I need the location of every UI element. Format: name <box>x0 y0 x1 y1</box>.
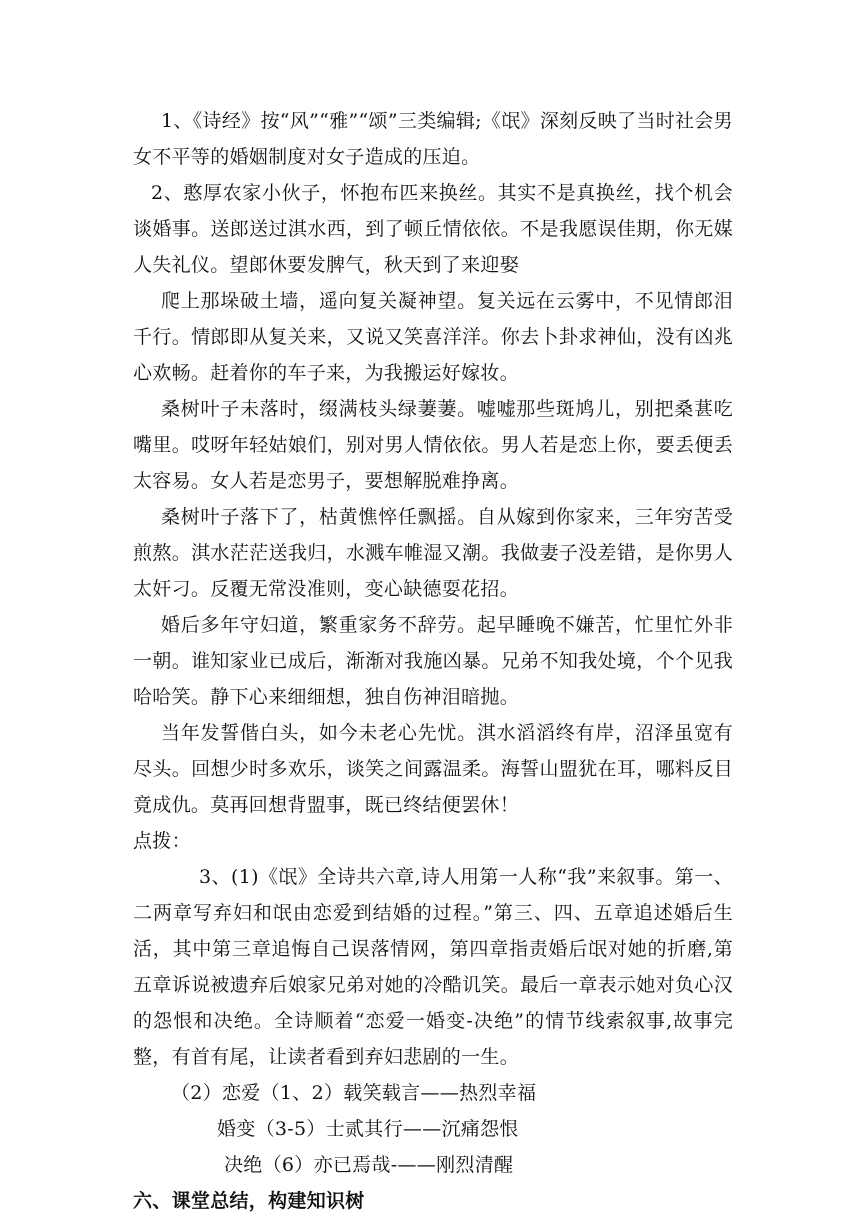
poem-stanza-1: 爬上那垛破土墙，遥向复关凝神望。复关远在云雾中，不见情郎泪千行。情郎即从复关来，又说又笑喜洋洋。你去卜卦求神仙，没有凶兆心欢畅。赶着你的车子来，为我搬运好嫁妆。 <box>133 290 733 384</box>
poem-stanza-3: 桑树叶子落下了，枯黄憔悴任飘摇。自从嫁到你家来，三年穷苦受煎熬。淇水茫茫送我归，水溅车帷湿又潮。我做妻子没差错，是你男人太奸刁。反覆无常没准则，变心缺德耍花招。 <box>133 506 733 600</box>
section-heading: 六、课堂总结，构建知识树 <box>133 1190 365 1212</box>
poem-stanza-5: 当年发誓偕白头，如今未老心先忧。淇水滔滔终有岸，沼泽虽宽有尽头。回想少时多欢乐，谈笑之间露温柔。海誓山盟犹在耳，哪料反目竟成仇。莫再回想背盟事，既已终结便罢休！ <box>133 722 733 816</box>
structure-line-breakup: 决绝（6）亦已焉哉-——刚烈清醒 <box>224 1154 514 1176</box>
structure-line-change: 婚变（3-5）士贰其行——沉痛怨恨 <box>217 1118 519 1140</box>
poem-stanza-4: 婚后多年守妇道，繁重家务不辞劳。起早睡晚不嫌苦，忙里忙外非一朝。谁知家业已成后，渐渐对我施凶暴。兄弟不知我处境，个个见我哈哈笑。静下心来细细想，独自伤神泪暗抛。 <box>133 614 733 708</box>
paragraph-2: 2、憨厚农家小伙子，怀抱布匹来换丝。其实不是真换丝，找个机会谈婚事。送郎送过淇水西，到了顿丘情依依。不是我愿误佳期，你无媒人失礼仪。望郎休要发脾气，秋天到了来迎娶 <box>133 182 733 276</box>
analysis-paragraph: 3、(1)《氓》全诗共六章,诗人用第一人称“我”来叙事。第一、二两章写弃妇和氓由恋爱到结婚的过程。”第三、四、五章追述婚后生活，其中第三章追悔自己误落情网，第四章指责婚后氓对她的折磨,第五章诉说被遗弃后娘家兄弟对她的冷酷讥笑。最后一章表示她对负心汉的怨恨和决绝。全诗顺着“恋爱一婚变-决绝”的情节线索叙事,故事完整，有首有尾，让读者看到弃妇悲剧的一生。 <box>133 866 733 1068</box>
hint-label: 点拨： <box>133 830 191 852</box>
poem-stanza-2: 桑树叶子未落时，缀满枝头绿萋萋。嘘嘘那些斑鸠儿，别把桑葚吃嘴里。哎呀年轻姑娘们，别对男人情依依。男人若是恋上你，要丢便丢太容易。女人若是恋男子，要想解脱难挣离。 <box>133 398 733 492</box>
structure-line-love: （2）恋爱（1、2）载笑载言——热烈幸福 <box>171 1082 537 1104</box>
document-body <box>133 103 733 1219</box>
paragraph-1: 1、《诗经》按“风”“雅”“颂”三类编辑;《氓》深刻反映了当时社会男女不平等的婚姻制度对女子造成的压迫。 <box>133 110 733 168</box>
